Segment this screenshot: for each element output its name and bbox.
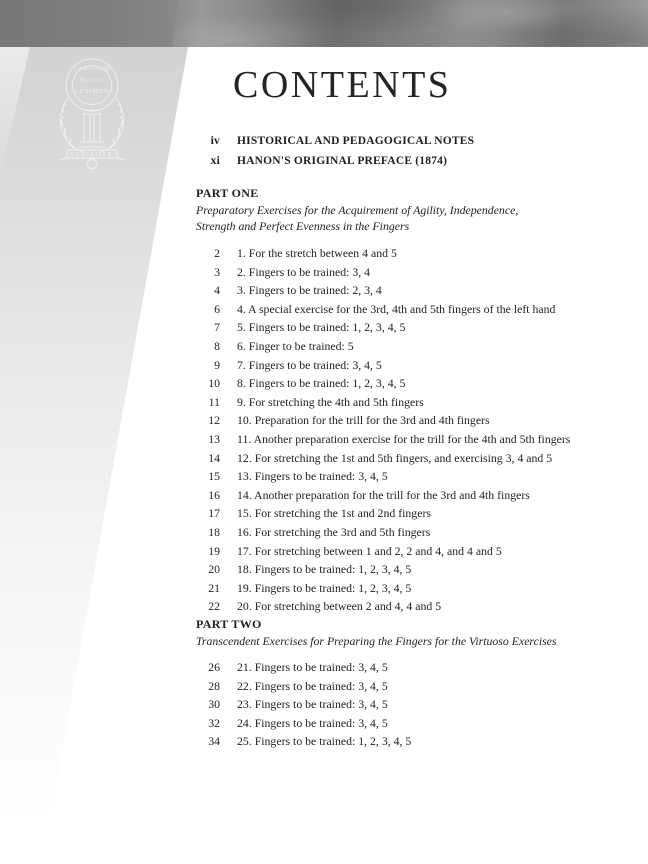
toc-entry-label: 3. Fingers to be trained: 2, 3, 4 bbox=[237, 283, 382, 298]
toc-entry bbox=[196, 542, 570, 561]
toc-entry bbox=[196, 714, 411, 733]
toc-entry-page: 9 bbox=[214, 357, 220, 372]
toc-entry-label: 5. Fingers to be trained: 1, 2, 3, 4, 5 bbox=[237, 320, 406, 335]
toc-entry-page: 11 bbox=[208, 394, 220, 409]
toc-entry-label: 10. Preparation for the trill for the 3rd and 4th fingers bbox=[237, 413, 490, 428]
toc-entry-page: 18 bbox=[208, 524, 220, 539]
toc-entry-label: 20. For stretching between 2 and 4, 4 and 5 bbox=[237, 599, 442, 614]
toc-entry-label: 18. Fingers to be trained: 1, 2, 3, 4, 5 bbox=[237, 562, 412, 577]
toc-entry-label: 19. Fingers to be trained: 1, 2, 3, 4, 5 bbox=[237, 580, 412, 595]
toc-entry bbox=[196, 281, 570, 300]
toc-entry-page: 13 bbox=[208, 431, 220, 446]
toc-entry-label: HANON'S ORIGINAL PREFACE (1874) bbox=[237, 155, 448, 167]
crest-motto-word2: DULCE bbox=[79, 78, 105, 84]
crest-banner-text: SCHIRMER bbox=[70, 152, 114, 158]
toc-entry-label: 17. For stretching between 1 and 2, 2 and 4, and 4 and 5 bbox=[237, 543, 502, 558]
toc-entry-page: 22 bbox=[208, 599, 220, 614]
crest-motto-word3: LENIMEN bbox=[75, 89, 109, 95]
toc-entry bbox=[196, 318, 570, 337]
toc-entry-page: 3 bbox=[214, 264, 220, 279]
toc-entry-label: 12. For stretching the 1st and 5th fingers, and exercising 3, 4 and 5 bbox=[237, 450, 553, 465]
toc-entry-page: 12 bbox=[208, 413, 220, 428]
toc-entry-page: 8 bbox=[214, 338, 220, 353]
part-two-subtitle-line1: Transcendent Exercises for Preparing the Fingers for the Virtuoso Exercises bbox=[196, 634, 557, 648]
toc-entry-label: 7. Fingers to be trained: 3, 4, 5 bbox=[237, 357, 382, 372]
toc-entry-page: 7 bbox=[214, 320, 220, 335]
toc-entry bbox=[196, 411, 570, 430]
part-one-heading: PART ONE bbox=[196, 186, 259, 200]
toc-entry-page: 14 bbox=[208, 450, 220, 465]
part-two-subtitle bbox=[196, 634, 557, 650]
toc-entry bbox=[196, 560, 570, 579]
toc-entry-label: 1. For the stretch between 4 and 5 bbox=[237, 246, 397, 260]
toc-entry bbox=[196, 337, 570, 356]
toc-entry bbox=[196, 695, 411, 714]
toc-entry-page: 28 bbox=[208, 678, 220, 693]
toc-entry-page: 16 bbox=[208, 487, 220, 502]
toc-entry bbox=[196, 504, 570, 523]
toc-entry bbox=[196, 374, 570, 393]
crest-motto-word1: LABORUM bbox=[73, 66, 111, 72]
part-one-subtitle bbox=[196, 203, 518, 234]
toc-entry-label: 22. Fingers to be trained: 3, 4, 5 bbox=[237, 678, 388, 693]
toc-entry-label: 21. Fingers to be trained: 3, 4, 5 bbox=[237, 660, 388, 674]
part-two-heading: PART TWO bbox=[196, 617, 262, 631]
toc-entry-label: 25. Fingers to be trained: 1, 2, 3, 4, 5 bbox=[237, 734, 412, 749]
toc-entry-label: 4. A special exercise for the 3rd, 4th and 5th fingers of the left hand bbox=[237, 301, 556, 316]
toc-entry-label: 13. Fingers to be trained: 3, 4, 5 bbox=[237, 469, 388, 484]
page-title: CONTENTS bbox=[233, 64, 452, 106]
toc-entry-page: xi bbox=[210, 155, 220, 167]
toc-entry-page: 26 bbox=[208, 660, 220, 674]
toc-entry bbox=[196, 151, 474, 171]
toc-entry-page: 32 bbox=[208, 715, 220, 730]
toc-entry-page: 19 bbox=[208, 543, 220, 558]
part-one-entry-list bbox=[196, 244, 570, 616]
toc-entry-page: 4 bbox=[214, 283, 220, 298]
toc-entry-label: 6. Finger to be trained: 5 bbox=[237, 338, 354, 353]
toc-entry-page: 21 bbox=[208, 580, 220, 595]
toc-entry-label: 15. For stretching the 1st and 2nd fingers bbox=[237, 506, 431, 521]
toc-entry bbox=[196, 356, 570, 375]
toc-entry bbox=[196, 131, 474, 151]
toc-entry-label: 16. For stretching the 3rd and 5th fingers bbox=[237, 524, 431, 539]
part-one-subtitle-line2: Strength and Perfect Evenness in the Fingers bbox=[196, 218, 410, 233]
toc-entry-label: 11. Another preparation exercise for the trill for the 4th and 5th fingers bbox=[237, 431, 571, 446]
toc-entry bbox=[196, 732, 411, 751]
toc-entry bbox=[196, 393, 570, 412]
part-one-subtitle-line1: Preparatory Exercises for the Acquirement of Agility, Independence, bbox=[196, 203, 519, 217]
toc-entry-label: 2. Fingers to be trained: 3, 4 bbox=[237, 264, 371, 279]
toc-entry bbox=[196, 677, 411, 696]
toc-entry bbox=[196, 597, 570, 616]
toc-entry-label: 14. Another preparation for the trill for the 3rd and 4th fingers bbox=[237, 487, 530, 502]
toc-entry-label: HISTORICAL AND PEDAGOGICAL NOTES bbox=[237, 135, 475, 147]
toc-entry-page: 2 bbox=[214, 246, 220, 260]
front-matter-list bbox=[196, 131, 474, 171]
publisher-crest-icon bbox=[54, 52, 130, 170]
toc-entry-label: 9. For stretching the 4th and 5th fingers bbox=[237, 394, 424, 409]
toc-entry-label: 8. Fingers to be trained: 1, 2, 3, 4, 5 bbox=[237, 376, 406, 391]
toc-entry bbox=[196, 523, 570, 542]
toc-entry-page: 30 bbox=[208, 697, 220, 712]
toc-entry bbox=[196, 449, 570, 468]
toc-entry bbox=[196, 430, 570, 449]
toc-entry-page: 15 bbox=[208, 469, 220, 484]
toc-entry bbox=[196, 300, 570, 319]
toc-entry-page: 20 bbox=[208, 562, 220, 577]
toc-entry-label: 23. Fingers to be trained: 3, 4, 5 bbox=[237, 697, 388, 712]
toc-entry bbox=[196, 467, 570, 486]
toc-entry-page: 17 bbox=[208, 506, 220, 521]
toc-entry-page: 6 bbox=[214, 301, 220, 316]
toc-entry bbox=[196, 658, 411, 677]
toc-entry bbox=[196, 244, 570, 263]
toc-entry-page: 10 bbox=[208, 376, 220, 391]
toc-entry bbox=[196, 579, 570, 598]
toc-entry-page: 34 bbox=[208, 734, 220, 749]
toc-entry bbox=[196, 486, 570, 505]
toc-entry-label: 24. Fingers to be trained: 3, 4, 5 bbox=[237, 715, 388, 730]
toc-entry bbox=[196, 263, 570, 282]
top-shadow-band-left bbox=[0, 0, 190, 47]
part-two-entry-list bbox=[196, 658, 411, 751]
toc-entry-page: iv bbox=[210, 135, 220, 147]
